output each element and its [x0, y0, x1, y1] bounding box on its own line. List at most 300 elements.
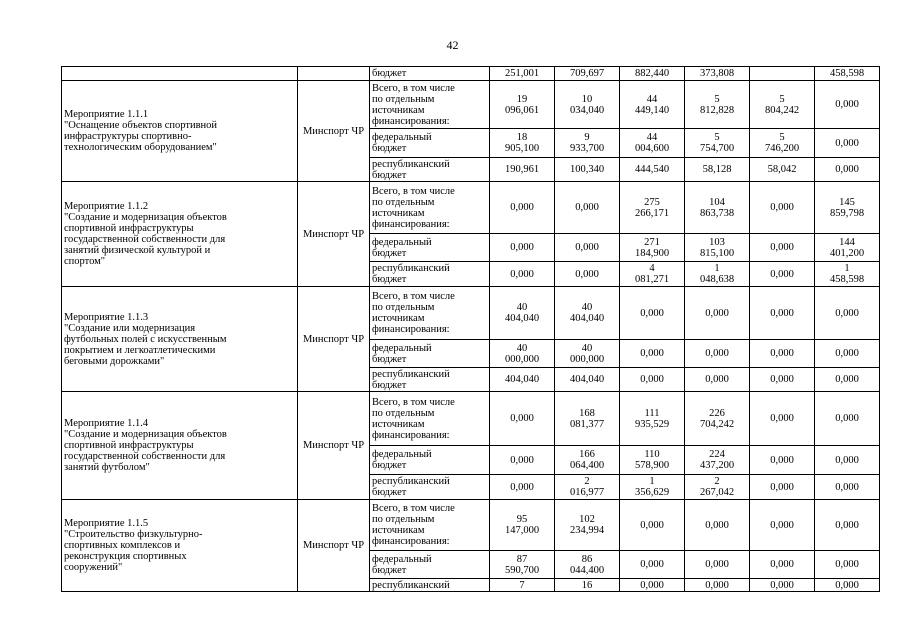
source-cell [370, 287, 490, 340]
amount-cell [490, 392, 555, 446]
event-title-cell [62, 81, 298, 182]
amount-cell [620, 234, 685, 262]
amount-line: 58,042 [767, 164, 797, 175]
source-cell [370, 158, 490, 182]
event-title-line: сооружений" [64, 562, 123, 573]
amount-cell [620, 475, 685, 500]
amount-cell [620, 368, 685, 392]
amount-cell [555, 81, 620, 129]
responsible-org: Минспорт ЧР [302, 540, 365, 551]
amount-cell: 882,440 [620, 67, 685, 81]
amount-line: 0,000 [640, 559, 664, 570]
source-line: республиканский [372, 158, 450, 170]
amount-line: 0,000 [835, 307, 859, 319]
source-line: федеральный [372, 132, 432, 143]
amount-cell [555, 287, 620, 340]
event-title-line: инфраструктуры спортивно- [64, 131, 192, 142]
source-line: бюджет [372, 247, 407, 259]
amount-line: 104 [709, 196, 725, 208]
amount-line: 081,271 [634, 274, 670, 285]
event-title-line: реконструкция спортивных [64, 551, 187, 562]
amount-cell [685, 392, 750, 446]
amount-cell [685, 234, 750, 262]
amount-line: 016,977 [569, 487, 605, 498]
amount-line: 5 [779, 132, 785, 143]
amount-cell [490, 579, 555, 592]
event-title-line: государственной собственности для [64, 234, 226, 245]
amount-cell [620, 446, 685, 475]
source-line: Всего, в том числе [372, 82, 455, 94]
amount-line: 0,000 [835, 519, 859, 531]
amount-line: 0,000 [575, 242, 599, 253]
amount-cell [555, 579, 620, 592]
source-cell [370, 340, 490, 368]
event-title-line: спортивной инфраструктуры [64, 223, 194, 234]
amount-line: 404,040 [504, 374, 540, 385]
amount-line: 590,700 [504, 564, 540, 576]
amount-line: 0,000 [705, 374, 729, 385]
amount-line: 16 [581, 579, 593, 591]
amount-cell [620, 182, 685, 234]
source-cell [370, 129, 490, 158]
amount-line: 9 [584, 132, 590, 143]
amount-cell [685, 182, 750, 234]
amount-line: 271 [644, 236, 660, 248]
amount-line: 815,100 [699, 247, 735, 259]
amount-line: 0,000 [705, 559, 729, 570]
source-cell [370, 446, 490, 475]
responsible-org-cell [298, 182, 370, 287]
responsible-org-cell [298, 287, 370, 392]
amount-cell [815, 129, 880, 158]
amount-line: 905,100 [504, 143, 540, 154]
amount-line: 0,000 [835, 164, 859, 175]
amount-cell [490, 368, 555, 392]
amount-cell [815, 475, 880, 500]
amount-cell [750, 234, 815, 262]
amount-cell [555, 475, 620, 500]
amount-cell [815, 392, 880, 446]
amount-line: 184,900 [634, 247, 670, 259]
amount-line: 746,200 [764, 143, 800, 154]
amount-line: 0,000 [770, 268, 794, 280]
amount-line: 0,000 [575, 268, 599, 280]
amount-line: 404,040 [569, 313, 605, 324]
budget-table [61, 66, 880, 592]
event-number: Мероприятие 1.1.1 [64, 109, 149, 120]
amount-line: 034,040 [569, 104, 605, 116]
amount-cell [750, 392, 815, 446]
event-title-cell [62, 500, 298, 592]
amount-line: 0,000 [640, 579, 664, 591]
source-line: Всего, в том числе [372, 503, 455, 514]
amount-line: 0,000 [835, 348, 859, 359]
source-label: бюджет [372, 68, 407, 79]
amount-line: 935,529 [634, 418, 670, 430]
amount-line: 437,200 [699, 460, 735, 471]
source-line: республиканский [372, 368, 450, 380]
source-cell [370, 67, 490, 81]
amount-cell [620, 81, 685, 129]
responsible-org: Минспорт ЧР [302, 228, 365, 240]
source-line: бюджет [372, 169, 407, 181]
amount-cell [750, 81, 815, 129]
amount-cell [490, 182, 555, 234]
source-line: бюджет [372, 487, 407, 498]
source-cell [370, 579, 490, 592]
source-line: источникам [372, 104, 425, 116]
amount-line: 103 [709, 236, 725, 248]
amount-line: 812,828 [699, 104, 735, 116]
amount-line: 168 [579, 407, 595, 419]
amount-line: 0,000 [640, 374, 664, 385]
amount-line: 2 [584, 476, 590, 487]
amount-cell [555, 129, 620, 158]
amount-line: 5 [714, 132, 720, 143]
source-line: Всего, в том числе [372, 396, 455, 408]
amount-cell [685, 262, 750, 287]
amount-line: 064,400 [569, 460, 605, 471]
source-line: по отдельным [372, 514, 435, 525]
amount-cell [685, 129, 750, 158]
source-line: бюджет [372, 379, 407, 391]
amount-line: 147,000 [504, 525, 540, 536]
source-line: бюджет [372, 274, 407, 285]
amount-line: 0,000 [835, 99, 859, 110]
amount-line: 0,000 [640, 519, 664, 531]
source-line: бюджет [372, 460, 407, 471]
source-cell [370, 500, 490, 551]
source-line: финансирования: [372, 115, 450, 127]
table-row [62, 392, 880, 446]
amount-line: 0,000 [835, 481, 859, 493]
amount-line: 19 [516, 93, 528, 105]
amount-line: 754,700 [699, 143, 735, 154]
amount-cell [490, 81, 555, 129]
amount-line: 0,000 [770, 202, 794, 213]
event-title-line: занятий физической культурой и [64, 245, 211, 256]
event-number: Мероприятие 1.1.3 [64, 311, 149, 323]
source-line: Всего, в том числе [372, 291, 455, 302]
amount-cell [620, 500, 685, 551]
source-line: республиканский [372, 263, 450, 274]
amount-cell [685, 446, 750, 475]
amount-line: 44 [646, 132, 658, 143]
amount-line: 58,128 [702, 164, 732, 175]
table-row [62, 500, 880, 551]
amount-line: 804,242 [764, 104, 800, 116]
amount-line: 0,000 [770, 413, 794, 424]
amount-cell [750, 158, 815, 182]
responsible-org: Минспорт ЧР [302, 125, 365, 137]
amount-cell [555, 446, 620, 475]
amount-line: 0,000 [770, 519, 794, 531]
amount-line: 166 [579, 449, 595, 460]
amount-cell [620, 158, 685, 182]
amount-cell [815, 234, 880, 262]
amount-line: 5 [779, 93, 785, 105]
amount-cell [815, 368, 880, 392]
source-cell [370, 368, 490, 392]
table-row [62, 81, 880, 129]
amount-cell [815, 81, 880, 129]
amount-cell [750, 340, 815, 368]
event-title-line: беговыми дорожками" [64, 355, 165, 367]
source-line: федеральный [372, 342, 432, 354]
amount-line: 87 [516, 553, 528, 565]
source-line: финансирования: [372, 324, 450, 335]
amount-cell [555, 368, 620, 392]
amount-line: 226 [709, 407, 725, 419]
amount-cell [685, 287, 750, 340]
amount-line: 2 [714, 476, 720, 487]
amount-line: 404,040 [504, 313, 540, 324]
amount-line: 111 [644, 407, 660, 419]
event-title-line: "Оснащение объектов спортивной [64, 120, 218, 131]
amount-cell [490, 500, 555, 551]
amount-cell [750, 446, 815, 475]
amount-line: 0,000 [835, 559, 859, 570]
amount-line: 40 [516, 302, 528, 313]
amount-cell [620, 340, 685, 368]
amount-cell [555, 500, 620, 551]
source-line: финансирования: [372, 218, 450, 230]
amount-line: 267,042 [699, 487, 735, 498]
amount-line: 0,000 [705, 519, 729, 531]
source-line: по отдельным [372, 196, 435, 208]
amount-line: 0,000 [770, 559, 794, 570]
amount-cell [815, 579, 880, 592]
amount-cell [620, 262, 685, 287]
amount-cell [750, 579, 815, 592]
source-line: федеральный [372, 236, 432, 248]
amount-cell: 458,598 [815, 67, 880, 81]
source-line: бюджет [372, 353, 407, 365]
amount-cell [555, 262, 620, 287]
amount-cell [815, 340, 880, 368]
amount-cell [490, 287, 555, 340]
event-title-line: футбольных полей с искусственным [64, 333, 227, 345]
source-line: бюджет [372, 564, 407, 576]
amount-cell [555, 340, 620, 368]
amount-line: 0,000 [705, 579, 729, 591]
source-line: по отдельным [372, 407, 435, 419]
amount-line: 0,000 [770, 307, 794, 319]
amount-line: 044,400 [569, 564, 605, 576]
event-title-line: спортивных комплексов и [64, 540, 181, 551]
amount-line: 275 [644, 196, 660, 208]
amount-cell: 709,697 [555, 67, 620, 81]
amount-line: 356,629 [634, 487, 670, 498]
amount-line: 0,000 [835, 413, 859, 424]
amount-line: 0,000 [770, 579, 794, 591]
amount-line: 0,000 [705, 348, 729, 359]
amount-line: 10 [581, 93, 593, 105]
amount-line: 0,000 [510, 454, 534, 466]
continuation-row [62, 67, 880, 81]
amount-line: 0,000 [705, 307, 729, 319]
amount-line: 048,638 [699, 274, 735, 285]
source-cell [370, 475, 490, 500]
amount-line: 1 [649, 476, 655, 487]
amount-line: 704,242 [699, 418, 735, 430]
amount-cell [750, 67, 815, 81]
amount-cell [490, 129, 555, 158]
responsible-org-cell [298, 81, 370, 182]
amount-line: 0,000 [510, 242, 534, 253]
amount-cell [490, 234, 555, 262]
event-title-line: технологическим оборудованием" [64, 142, 217, 153]
amount-cell [490, 475, 555, 500]
source-line: Всего, в том числе [372, 185, 455, 197]
source-cell [370, 392, 490, 446]
amount-line: 449,140 [634, 104, 670, 116]
amount-line: 40 [581, 302, 593, 313]
amount-line: 95 [516, 514, 528, 525]
amount-cell [490, 446, 555, 475]
amount-cell [620, 287, 685, 340]
event-title-line: занятий футболом" [64, 462, 150, 473]
source-line: источникам [372, 313, 425, 324]
source-line: республиканский [372, 579, 450, 591]
amount-line: 145 [839, 196, 855, 208]
amount-cell [555, 234, 620, 262]
amount-cell [685, 500, 750, 551]
event-number: Мероприятие 1.1.4 [64, 418, 149, 429]
amount-line: 0,000 [835, 579, 859, 591]
amount-cell [685, 475, 750, 500]
amount-line: 0,000 [835, 137, 859, 149]
event-title-line: "Строительство физкультурно- [64, 529, 203, 540]
amount-line: 0,000 [510, 268, 534, 280]
amount-line: 0,000 [640, 307, 664, 319]
amount-line: 081,377 [569, 418, 605, 430]
amount-line: 458,598 [829, 274, 865, 285]
source-cell [370, 182, 490, 234]
amount-line: 000,000 [569, 353, 605, 365]
amount-line: 266,171 [634, 207, 670, 219]
amount-line: 096,061 [504, 104, 540, 116]
amount-cell [815, 262, 880, 287]
amount-line: 1 [714, 263, 720, 274]
continuation-event-cell [62, 67, 298, 81]
amount-line: 110 [644, 449, 660, 460]
amount-line: 0,000 [510, 413, 534, 424]
amount-cell [685, 81, 750, 129]
amount-line: 0,000 [510, 202, 534, 213]
amount-line: 100,340 [569, 164, 605, 175]
amount-line: 863,738 [699, 207, 735, 219]
amount-cell [555, 392, 620, 446]
amount-line: 0,000 [835, 374, 859, 385]
page-number: 42 [446, 38, 459, 52]
amount-cell [750, 551, 815, 579]
source-line: источникам [372, 418, 425, 430]
amount-cell [750, 500, 815, 551]
amount-cell [815, 446, 880, 475]
amount-cell [620, 551, 685, 579]
event-title-line: "Создание и модернизация объектов [64, 429, 227, 440]
amount-line: 0,000 [770, 374, 794, 385]
amount-line: 7 [519, 579, 525, 591]
amount-line: 000,000 [504, 353, 540, 365]
amount-cell [815, 500, 880, 551]
source-line: федеральный [372, 449, 432, 460]
event-title-line: спортивной инфраструктуры [64, 440, 194, 451]
source-line: республиканский [372, 476, 450, 487]
event-title-line: "Создание и модернизация объектов [64, 212, 227, 223]
event-title-line: "Создание или модернизация [64, 322, 196, 334]
amount-cell [685, 579, 750, 592]
amount-line: 0,000 [770, 481, 794, 493]
amount-cell [815, 182, 880, 234]
amount-line: 404,040 [569, 374, 605, 385]
amount-line: 0,000 [510, 481, 534, 493]
event-title-line: покрытием и легкоатлетическими [64, 344, 216, 356]
source-line: федеральный [372, 553, 432, 565]
amount-cell [815, 287, 880, 340]
source-cell [370, 81, 490, 129]
source-line: финансирования: [372, 536, 450, 547]
amount-cell [750, 182, 815, 234]
event-title-cell [62, 182, 298, 287]
responsible-org-cell [298, 392, 370, 500]
amount-cell [490, 340, 555, 368]
amount-line: 40 [581, 342, 593, 354]
amount-cell [750, 475, 815, 500]
amount-line: 40 [516, 342, 528, 354]
event-title-cell [62, 392, 298, 500]
amount-cell [620, 579, 685, 592]
source-cell [370, 262, 490, 287]
amount-cell [815, 551, 880, 579]
responsible-org-cell [298, 500, 370, 592]
amount-line: 190,961 [504, 164, 540, 175]
amount-cell [555, 182, 620, 234]
amount-cell [750, 262, 815, 287]
table-row [62, 287, 880, 340]
source-line: бюджет [372, 143, 407, 154]
amount-line: 0,000 [770, 242, 794, 253]
amount-line: 224 [709, 449, 725, 460]
amount-cell [750, 287, 815, 340]
event-number: Мероприятие 1.1.2 [64, 201, 149, 212]
amount-cell [620, 129, 685, 158]
amount-cell: 373,808 [685, 67, 750, 81]
amount-cell [685, 551, 750, 579]
amount-line: 578,900 [634, 460, 670, 471]
amount-line: 0,000 [575, 202, 599, 213]
event-title-line: государственной собственности для [64, 451, 226, 462]
amount-line: 004,600 [634, 143, 670, 154]
source-line: по отдельным [372, 93, 435, 105]
amount-cell [620, 392, 685, 446]
amount-line: 4 [649, 263, 655, 274]
amount-line: 859,798 [829, 207, 865, 219]
amount-line: 0,000 [640, 348, 664, 359]
responsible-org: Минспорт ЧР [302, 333, 365, 345]
amount-line: 44 [646, 93, 658, 105]
amount-cell [490, 262, 555, 287]
table-row [62, 182, 880, 234]
amount-line: 0,000 [770, 454, 794, 466]
amount-line: 5 [714, 93, 720, 105]
amount-cell [750, 129, 815, 158]
event-number: Мероприятие 1.1.5 [64, 518, 149, 529]
amount-line: 444,540 [634, 164, 670, 175]
amount-line: 144 [839, 236, 855, 248]
amount-cell: 251,001 [490, 67, 555, 81]
